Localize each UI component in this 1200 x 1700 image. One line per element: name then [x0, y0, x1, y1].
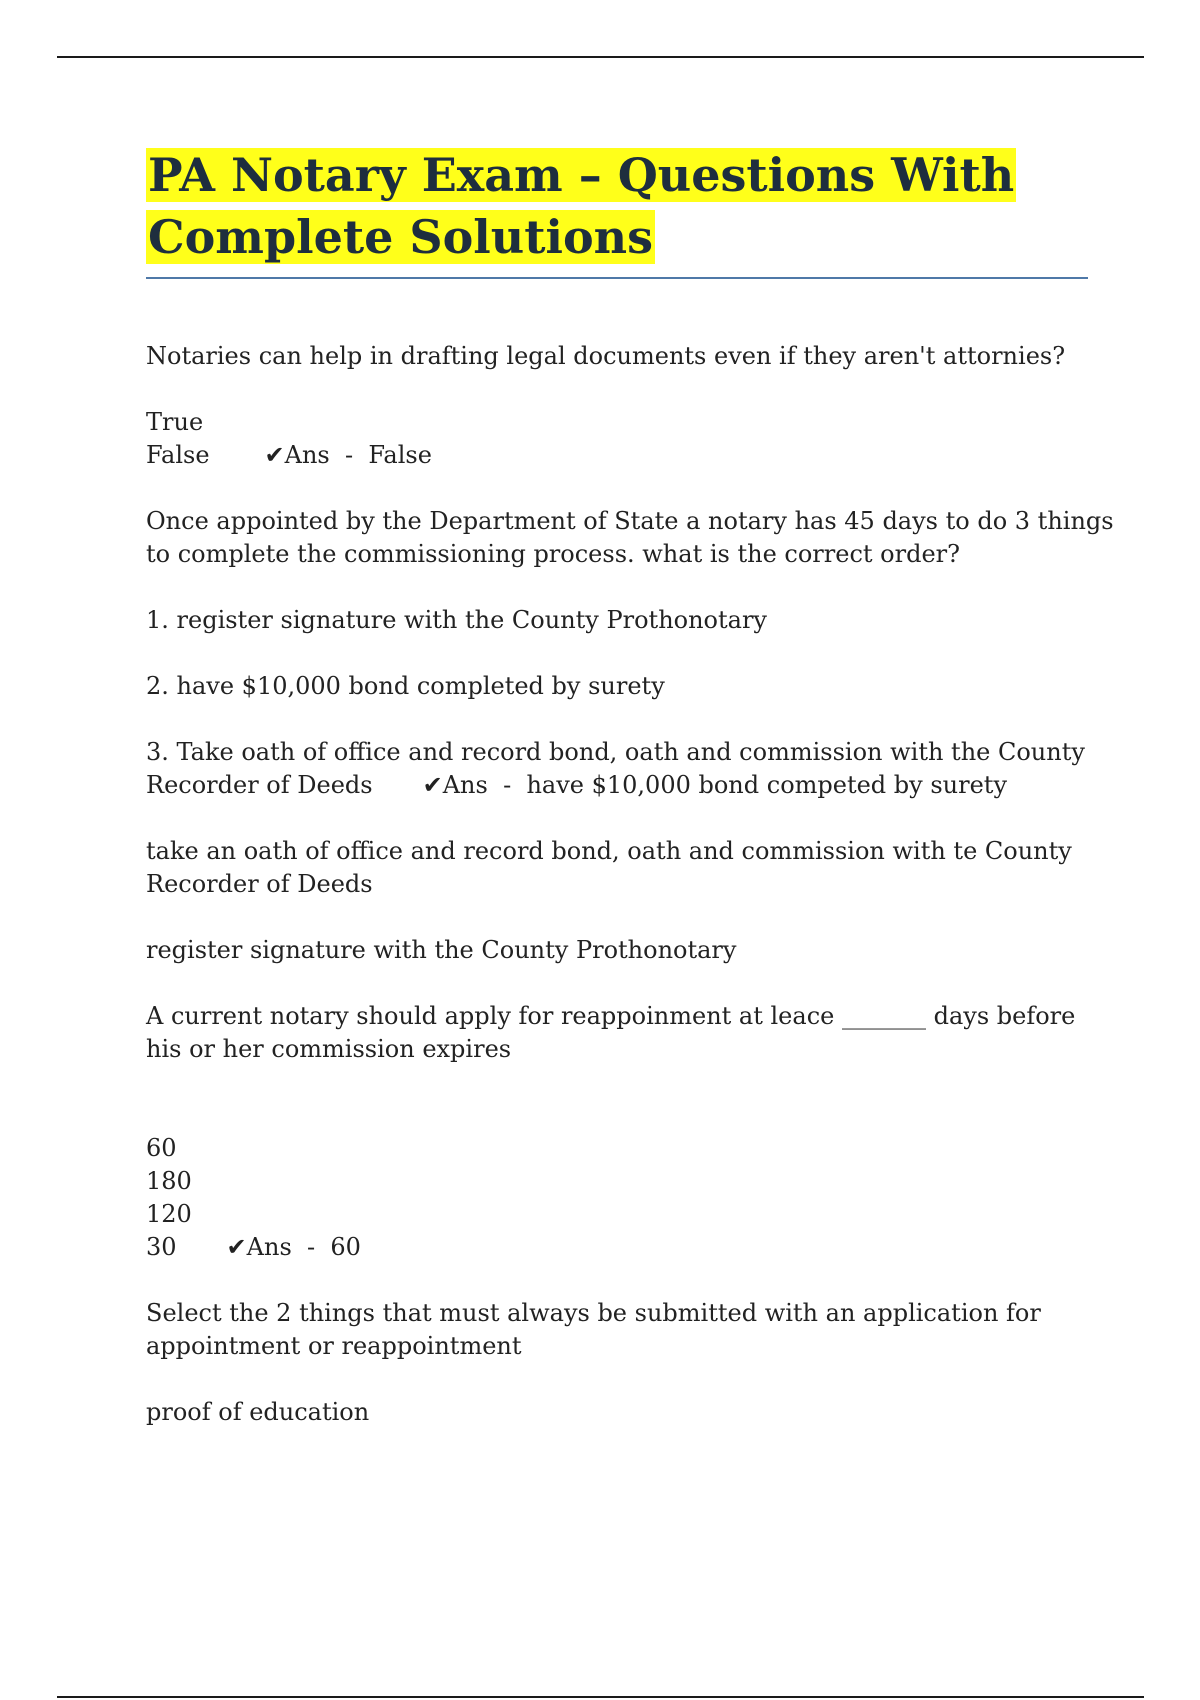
step-3-line-1: 3. Take oath of office and record bond, oath and commission with the County	[146, 738, 1085, 766]
answer-cont-1-line-1: take an oath of office and record bond, oath and commission with te County	[146, 837, 1072, 865]
option-false-with-answer	[146, 439, 1096, 472]
option-30: 30	[146, 1233, 177, 1261]
blank-line	[146, 1099, 1096, 1132]
title-underline-rule	[146, 277, 1088, 279]
question-2	[146, 505, 1114, 571]
answer-marker: ✔Ans	[226, 1233, 292, 1261]
document-title-block	[146, 144, 1088, 268]
document-title	[146, 144, 1088, 268]
document-body	[146, 340, 1114, 1462]
question-3-line-1: A current notary should apply for reappoinment at leace _______ days before	[146, 1002, 1076, 1030]
option-true: True	[146, 408, 204, 436]
option-30-with-answer	[146, 1231, 1096, 1264]
answer-marker: ✔Ans	[422, 771, 488, 799]
title-line-2: Complete Solutions	[148, 210, 653, 264]
option-60: 60	[146, 1134, 177, 1162]
question-1-options	[146, 406, 1096, 472]
step-2-text: 2. have $10,000 bond completed by surety	[146, 672, 665, 700]
question-2-line-2: to complete the commissioning process. what is the correct order?	[146, 540, 960, 568]
answer-marker: ✔Ans	[264, 441, 330, 469]
question-4-line-2: appointment or reappointment	[146, 1332, 522, 1360]
answer-separator: -	[345, 441, 354, 469]
answer-cont-2-text: register signature with the County Prothonotary	[146, 936, 737, 964]
answer-text: False	[368, 441, 432, 469]
question-2-answer-continued-2	[146, 934, 1096, 967]
question-1	[146, 340, 1096, 373]
question-4-option-1	[146, 1396, 1096, 1429]
answer-text: have $10,000 bond competed by surety	[526, 771, 1008, 799]
step-3-line-2: Recorder of Deeds	[146, 771, 373, 799]
option-180: 180	[146, 1167, 192, 1195]
question-3-line-2: his or her commission expires	[146, 1035, 512, 1063]
answer-cont-1-line-2: Recorder of Deeds	[146, 870, 373, 898]
question-3	[146, 1000, 1096, 1066]
option-false: False	[146, 441, 210, 469]
title-line-1: PA Notary Exam – Questions With	[148, 148, 1015, 202]
page-header-rule	[57, 56, 1144, 58]
page-footer-rule	[57, 1696, 1144, 1698]
question-2-answer-continued-1	[146, 835, 1096, 901]
answer-text: 60	[330, 1233, 361, 1261]
step-3-line-2-with-answer	[146, 769, 1096, 802]
question-3-options	[146, 1132, 1096, 1264]
option-120: 120	[146, 1200, 192, 1228]
question-1-text: Notaries can help in drafting legal documents even if they aren't attornies?	[146, 342, 1066, 370]
option-proof-of-education: proof of education	[146, 1398, 370, 1426]
question-2-step-2	[146, 670, 1096, 703]
answer-separator: -	[503, 771, 512, 799]
question-4-line-1: Select the 2 things that must always be submitted with an application for	[146, 1299, 1041, 1327]
answer-separator: -	[307, 1233, 316, 1261]
question-2-line-1: Once appointed by the Department of State a notary has 45 days to do 3 things	[146, 507, 1114, 535]
step-1-text: 1. register signature with the County Prothonotary	[146, 606, 767, 634]
question-2-step-1	[146, 604, 1096, 637]
question-2-step-3	[146, 736, 1096, 802]
question-4	[146, 1297, 1096, 1363]
